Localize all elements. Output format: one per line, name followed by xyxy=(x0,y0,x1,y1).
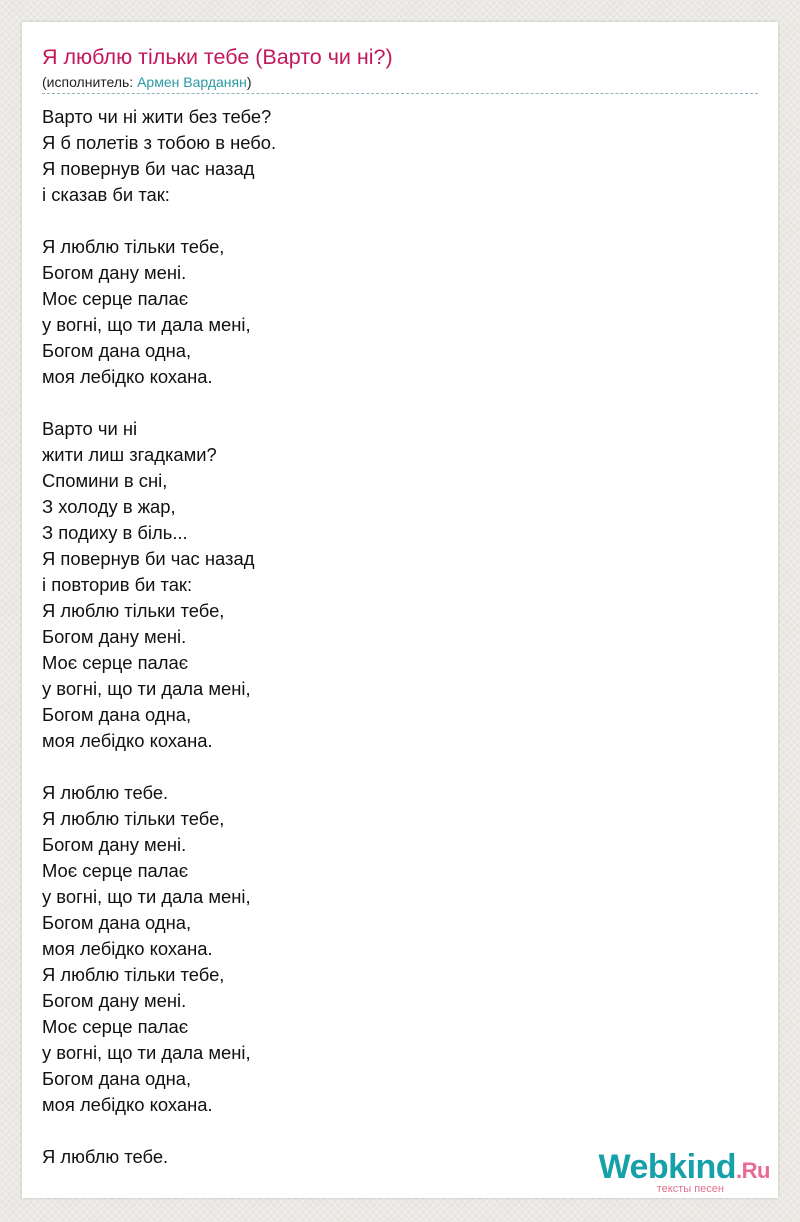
lyric-line: Богом дана одна, xyxy=(42,1068,192,1089)
stanza-break xyxy=(42,754,276,780)
lyric-line: Богом дану мені. xyxy=(42,834,187,855)
artist-prefix: (исполнитель: xyxy=(42,74,138,90)
lyric-line: моя лебідко кохана. xyxy=(42,938,213,959)
lyric-line: моя лебідко кохана. xyxy=(42,366,213,387)
lyric-line: у вогні, що ти дала мені, xyxy=(42,678,251,699)
lyric-line: і повторив би так: xyxy=(42,574,193,595)
stanza-break xyxy=(42,208,276,234)
lyric-line: у вогні, що ти дала мені, xyxy=(42,314,251,335)
song-title: Я люблю тільки тебе (Варто чи ні?) xyxy=(42,45,393,69)
lyric-line: Я люблю тільки тебе, xyxy=(42,808,225,829)
lyric-line: моя лебідко кохана. xyxy=(42,730,213,751)
lyric-line: моя лебідко кохана. xyxy=(42,1094,213,1115)
webkind-logo[interactable] xyxy=(570,1149,770,1195)
lyric-line: жити лиш згадками? xyxy=(42,444,217,465)
lyric-line: Я люблю тебе. xyxy=(42,1146,169,1167)
lyric-line: Я люблю тільки тебе, xyxy=(42,236,225,257)
lyric-line: і сказав би так: xyxy=(42,184,170,205)
artist-suffix: ) xyxy=(246,74,252,90)
lyric-line: Варто чи ні жити без тебе? xyxy=(42,106,272,127)
lyric-line: Моє серце палає xyxy=(42,288,189,309)
lyric-line: у вогні, що ти дала мені, xyxy=(42,1042,251,1063)
title-divider xyxy=(42,93,758,94)
stanza-break xyxy=(42,390,276,416)
lyric-line: Я люблю тільки тебе, xyxy=(42,964,225,985)
artist-line xyxy=(42,73,252,91)
lyric-line: Богом дана одна, xyxy=(42,340,192,361)
lyric-line: З холоду в жар, xyxy=(42,496,176,517)
logo-main-text: Webkind xyxy=(598,1148,737,1186)
lyric-line: Я б полетів з тобою в небо. xyxy=(42,132,277,153)
lyric-line: Я повернув би час назад xyxy=(42,548,255,569)
lyric-line: Богом дану мені. xyxy=(42,262,187,283)
lyric-line: Моє серце палає xyxy=(42,1016,189,1037)
lyric-line: Моє серце палає xyxy=(42,652,189,673)
lyric-line: Спомини в сні, xyxy=(42,470,168,491)
lyric-line: Богом дана одна, xyxy=(42,912,192,933)
lyrics-card xyxy=(22,22,778,1198)
lyric-line: Богом дана одна, xyxy=(42,704,192,725)
lyric-line: Я люблю тільки тебе, xyxy=(42,600,225,621)
lyrics-text xyxy=(42,104,276,1170)
lyric-line: Я повернув би час назад xyxy=(42,158,255,179)
lyric-line: у вогні, що ти дала мені, xyxy=(42,886,251,907)
logo-suffix-text: .Ru xyxy=(736,1158,770,1183)
lyric-line: З подиху в біль... xyxy=(42,522,188,543)
logo-tagline: тексты песен xyxy=(656,1183,724,1195)
artist-link[interactable]: Армен Варданян xyxy=(137,74,247,90)
lyric-line: Варто чи ні xyxy=(42,418,138,439)
lyric-line: Я люблю тебе. xyxy=(42,782,169,803)
lyric-line: Богом дану мені. xyxy=(42,990,187,1011)
stanza-break xyxy=(42,1118,276,1144)
lyric-line: Моє серце палає xyxy=(42,860,189,881)
lyric-line: Богом дану мені. xyxy=(42,626,187,647)
